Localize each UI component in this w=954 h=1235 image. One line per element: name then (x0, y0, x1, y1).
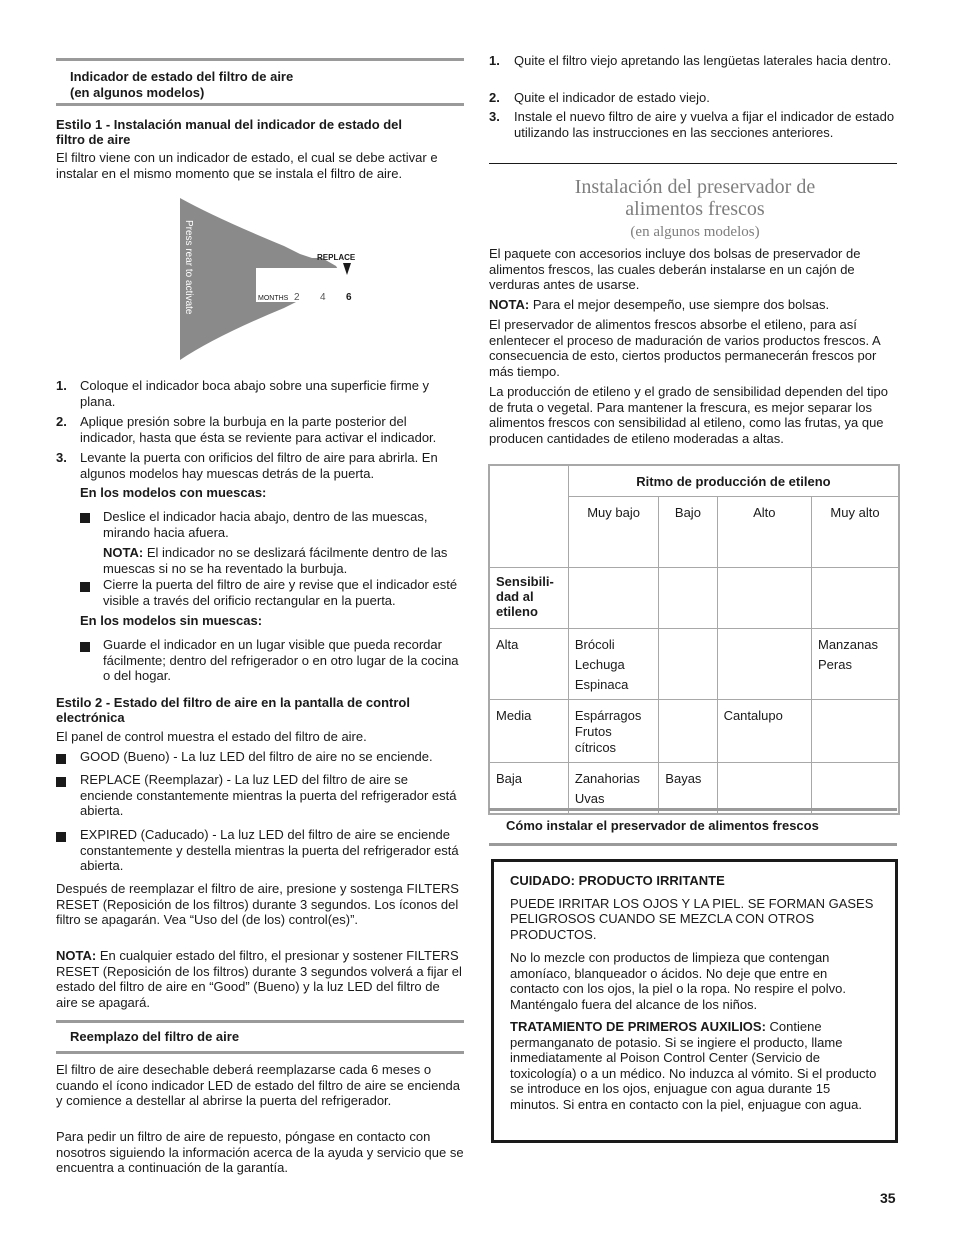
bullet-square-icon (80, 642, 90, 652)
ethylene-table (488, 464, 900, 815)
note-label: NOTA: (489, 297, 530, 312)
preserver-note (489, 297, 901, 313)
status-indicator-illustration (176, 196, 396, 362)
table-header: Ritmo de producción de etileno (568, 465, 899, 497)
table-corner-cell (489, 465, 568, 497)
table-cell: Espárragos Frutos cítricos (568, 700, 658, 763)
indicator-months-label: MONTHS (258, 295, 289, 302)
table-row (489, 497, 899, 568)
note-label: NOTA: (103, 545, 144, 560)
table-cell: Bayas (659, 763, 717, 815)
table-col-header: Muy alto (812, 497, 900, 568)
table-cell (568, 568, 658, 629)
style1-intro: El filtro viene con un indicador de estado, el cual se debe activar e instalar en el mismo momento que se instala el filtro de aire. (56, 150, 438, 181)
table-cell (812, 568, 900, 629)
table-cell (659, 568, 717, 629)
style1-title (56, 117, 464, 147)
table-cell (812, 763, 900, 815)
table-row-label: Alta (489, 629, 568, 700)
first-aid-text: Contiene permanganato de potasio. Si se ingiere el producto, llame inmediatamente al Poison Control Center (Servicio de toxicología) o a un médico. No induzca al vómito. Si el producto se introduce en los ojos, enjuague con agua durante 15 minutos. Si entra en contacto con la piel, enjuague con agua. (510, 1019, 877, 1112)
section-rule (489, 808, 897, 811)
note-text: El indicador no se deslizará fácilmente dentro de las muescas si no se ha reventado la burbuja. (103, 545, 448, 576)
heading-line: (en algunos modelos) (70, 85, 205, 100)
step-text: Aplique presión sobre la burbuja en la parte posterior del indicador, hasta que ésta se reviente para activar el indicador. (80, 414, 437, 445)
title-line: electrónica (56, 710, 125, 725)
title-line: filtro de aire (56, 132, 131, 147)
notch-bullet-2: Cierre la puerta del filtro de aire y revise que el indicador esté visible a través del orificio rectangular en la puerta. (103, 577, 458, 608)
bullet-square-icon (56, 754, 66, 764)
table-cell: Cantalupo (717, 700, 811, 763)
preserver-paragraph-1: El paquete con accesorios incluye dos bolsas de preservador de alimentos frescos, las cuales deberán instalarse en un cajón de verduras antes de usarse. (489, 246, 861, 292)
table-cell (717, 629, 811, 700)
table-row-header: Sensibili-dad al etileno (489, 568, 568, 629)
style2-bullet-replace: REPLACE (Reemplazar) - La luz LED del filtro de aire se enciende constantemente mientras la puerta del refrigerador está abierta. (80, 772, 457, 818)
table-cell: Brócoli Lechuga Espinaca (568, 629, 658, 700)
style2-intro: El panel de control muestra el estado del filtro de aire. (56, 729, 367, 744)
after-replace-paragraph: Después de reemplazar el filtro de aire, presione y sostenga FILTERS RESET (Reposición de los filtros) durante 3 segundos. Los íconos del filtro se apagarán. Vea “Uso del (de los) control(es)”. (56, 881, 459, 927)
step-text: Quite el filtro viejo apretando las lengüetas laterales hacia dentro. (514, 53, 892, 68)
section-rule (489, 843, 897, 846)
style2-title (56, 695, 464, 725)
table-cell (659, 629, 717, 700)
notch-models-heading: En los modelos con muescas: (80, 485, 267, 500)
caution-paragraph-2: No lo mezcle con productos de limpieza que contengan amoníaco, blanqueador o ácidos. No deje que entre en contacto con los ojos, la piel o la ropa. No respire el polvo. Manténgalo fuera del alcance de los niños. (510, 950, 847, 1012)
table-cell (812, 700, 900, 763)
title-line: Estilo 2 - Estado del filtro de aire en la pantalla de control (56, 695, 410, 710)
bullet-square-icon (56, 777, 66, 787)
table-row (489, 763, 899, 815)
preserver-subtitle: (en algunos modelos) (630, 224, 760, 240)
preserver-paragraph-2: El preservador de alimentos frescos absorbe el etileno, para así enlentecer el proceso de maduración de varios productos frescos. A consecuencia de esto, ciertos productos permanecerán frescos por más tiempo. (489, 317, 880, 379)
table-corner-cell (489, 497, 568, 568)
step-number: 2. (489, 90, 500, 105)
table-col-header: Bajo (659, 497, 717, 568)
caution-paragraph-1: PUEDE IRRITAR LOS OJOS Y LA PIEL. SE FORMAN GASES PELIGROSOS CUANDO SE MEZCLA CON OTROS PRODUCTOS. (510, 895, 874, 942)
bullet-square-icon (80, 513, 90, 523)
page-number: 35 (880, 1190, 896, 1206)
step-number: 1. (56, 378, 67, 393)
title-line: Instalación del preservador de (574, 176, 816, 198)
table-cell (717, 568, 811, 629)
filter-replacement-heading: Reemplazo del filtro de aire (56, 1020, 464, 1054)
install-preserver-heading: Cómo instalar el preservador de alimentos frescos (506, 818, 819, 833)
table-row (489, 465, 899, 497)
table-row-label: Baja (489, 763, 568, 815)
first-aid-paragraph (510, 1019, 879, 1112)
section-divider (489, 163, 897, 164)
heading-line: Indicador de estado del filtro de aire (70, 69, 294, 84)
note-text: En cualquier estado del filtro, el presionar y sostener FILTERS RESET (Reposición de los filtros) durante 3 segundos volverá a fijar el estado del filtro de aire en “Good” (Bueno) y la luz LED del filtro de aire se apagará. (56, 948, 462, 1010)
bullet-square-icon (56, 832, 66, 842)
indicator-replace-label: REPLACE (317, 253, 356, 262)
step-number: 2. (56, 414, 67, 429)
notch-bullet-1: Deslice el indicador hacia abajo, dentro de las muescas, mirando hacia afuera. (103, 509, 428, 540)
table-col-header: Muy bajo (568, 497, 658, 568)
note-text: Para el mejor desempeño, use siempre dos bolsas. (529, 297, 830, 312)
style2-bullet-good: GOOD (Bueno) - La luz LED del filtro de aire no se enciende. (80, 749, 433, 764)
note-label: NOTA: (56, 948, 97, 963)
no-notch-models-heading: En los modelos sin muescas: (80, 613, 263, 628)
step-text: Coloque el indicador boca abajo sobre una superficie firme y plana. (80, 378, 430, 409)
table-row (489, 629, 899, 700)
step-text: Levante la puerta con orificios del filtro de aire para abrirla. En algunos modelos hay muescas detrás de la puerta. (80, 450, 438, 481)
title-line: Estilo 1 - Instalación manual del indicador de estado del (56, 117, 403, 132)
caution-title: CUIDADO: PRODUCTO IRRITANTE (510, 873, 725, 888)
status-indicator-heading (56, 58, 464, 106)
table-row (489, 568, 899, 629)
step-text: Instale el nuevo filtro de aire y vuelva a fijar el indicador de estado utilizando las instrucciones en las secciones anteriores. (514, 109, 895, 140)
indicator-month-2: 2 (294, 292, 300, 303)
no-notch-bullet-1: Guarde el indicador en un lugar visible que pueda recordar fácilmente; dentro del refrigerador o en otro lugar de la cocina o del hogar. (103, 637, 459, 683)
preserver-paragraph-3: La producción de etileno y el grado de sensibilidad dependen del tipo de fruta o vegetal. Para mantener la frescura, es mejor separar los alimentos frescos con sensibilidad al etileno, como las frutas, ya que producen cantidades de etileno moderadas a altas. (489, 384, 888, 446)
first-aid-label: TRATAMIENTO DE PRIMEROS AUXILIOS: (510, 1019, 766, 1034)
caution-box (491, 859, 898, 1143)
style2-bullet-expired: EXPIRED (Caducado) - La luz LED del filtro de aire se enciende constantemente y destella mientras la puerta del refrigerador está abierta. (80, 827, 459, 873)
replacement-paragraph-2: Para pedir un filtro de aire de repuesto, póngase en contacto con nosotros siguiendo la información acerca de la ayuda y servicio que se encuentra a continuación de la garantía. (56, 1129, 464, 1175)
table-cell (659, 700, 717, 763)
step-number: 3. (56, 450, 67, 465)
preserver-title (489, 176, 901, 220)
indicator-month-4: 4 (320, 292, 326, 303)
table-col-header: Alto (717, 497, 811, 568)
notch-note (103, 545, 464, 576)
step-number: 1. (489, 53, 500, 68)
step-text: Quite el indicador de estado viejo. (514, 90, 710, 105)
replacement-paragraph-1: El filtro de aire desechable deberá reemplazarse cada 6 meses o cuando el ícono indicador LED de estado del filtro de aire se encienda y comience a destellar al abrirse la puerta del refrigerador. (56, 1062, 460, 1108)
title-line: alimentos frescos (625, 198, 765, 220)
table-cell: Zanahorias Uvas (568, 763, 658, 815)
filters-reset-note (56, 948, 464, 1010)
table-row-label: Media (489, 700, 568, 763)
step-number: 3. (489, 109, 500, 124)
indicator-month-6: 6 (346, 292, 352, 303)
indicator-side-text: Press rear to activate (183, 220, 194, 315)
table-cell: Manzanas Peras (812, 629, 900, 700)
table-row (489, 700, 899, 763)
bullet-square-icon (80, 582, 90, 592)
table-cell (717, 763, 811, 815)
